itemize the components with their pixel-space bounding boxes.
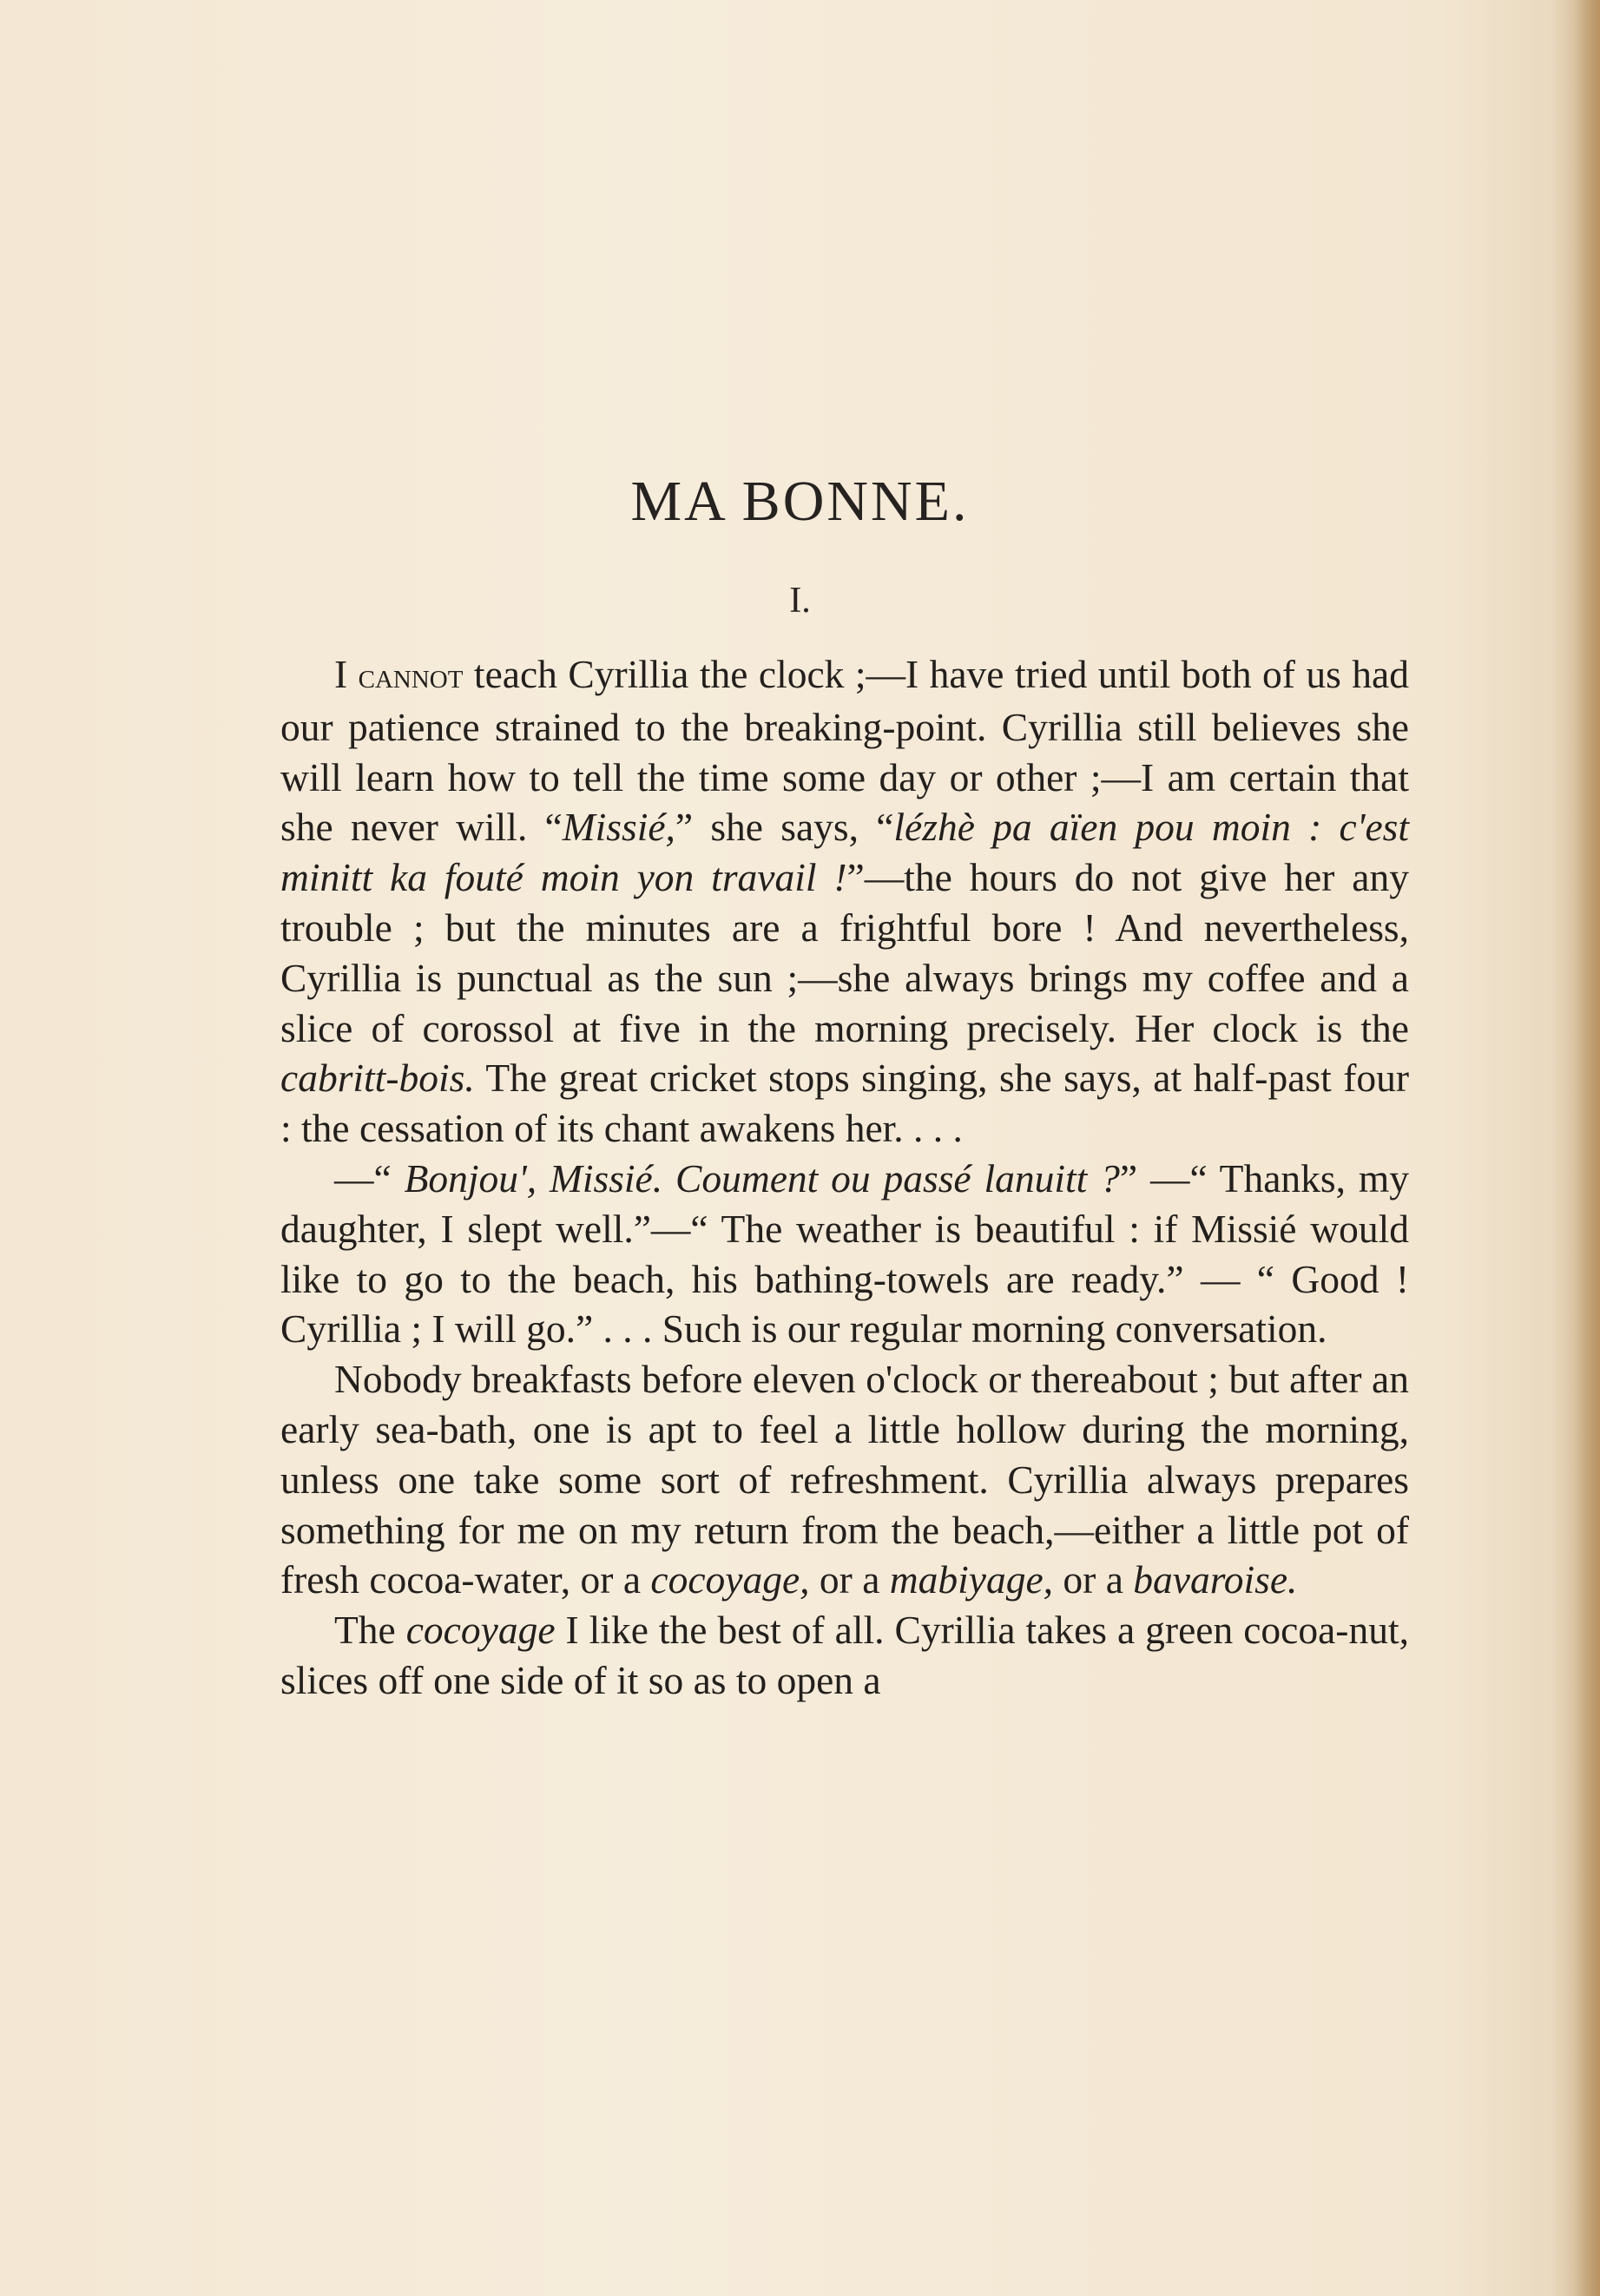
- text-run: ” —“ Thanks, my daughter, I slept well.”—“ The weather is beautiful : if Missié would like to go to the beach, his bathing-towels are ready.” — “ Good ! Cyrillia ; I will go.” . . . Such is our regular morning conversation.: [280, 1155, 1409, 1352]
- text-run: ”—the hours do not give her any trouble ; but the minutes are a frightful bore ! And nevertheless, Cyrillia is punctual as the sun ;—she always brings my coffee and a slice of corossol at five in the morning precisely. Her clock is the: [280, 855, 1409, 1050]
- text-run: ” she says, “: [675, 805, 894, 850]
- body-text: [280, 649, 1409, 1706]
- italic-phrase: mabiyage,: [889, 1557, 1054, 1602]
- chapter-title: MA BONNE.: [630, 470, 970, 533]
- italic-phrase: lézhè pa aïen pou moin : c'est minitt ka fouté moin yon travail !: [280, 805, 1410, 900]
- text-run: The great cricket stops singing, she says, at half-past four : the cessation of its chant awakens her. . . .: [280, 1056, 1409, 1151]
- page-edge-shadow: [1574, 0, 1600, 2296]
- italic-phrase: cocoyage: [405, 1608, 556, 1653]
- small-caps-word: cannot: [358, 656, 464, 696]
- text-run: —“: [334, 1155, 405, 1201]
- text-run: The: [334, 1608, 406, 1653]
- italic-phrase: Bonjou', Missié. Coument ou passé lanuitt ?: [404, 1155, 1120, 1201]
- text-run: or a: [1053, 1557, 1134, 1602]
- paragraph-2: [280, 1154, 1409, 1354]
- text-run: or a: [809, 1557, 890, 1602]
- text-run: I: [334, 652, 359, 696]
- section-number: I.: [789, 581, 811, 621]
- text-run: teach Cyrillia the clock ;—I have tried until both of us had our patience strained to the breaking-point. Cyrillia still believes she will learn how to tell the time some day or other ;—I am certain that she never will. “: [280, 652, 1410, 850]
- text-run: Nobody breakfasts before eleven o'clock or thereabout ; but after an early sea-bath, one is apt to feel a little hollow during the morning, unless one take some sort of refreshment. Cyrillia always prepares something for me on my return from the beach,—either a little pot of fresh cocoa-water, or a: [280, 1357, 1409, 1602]
- paragraph-3: [280, 1354, 1409, 1605]
- italic-phrase: bavaroise.: [1133, 1557, 1298, 1602]
- paragraph-1: [280, 649, 1409, 1154]
- italic-phrase: cabritt-bois.: [280, 1056, 475, 1101]
- paragraph-4: [280, 1605, 1409, 1706]
- italic-phrase: cocoyage,: [650, 1557, 810, 1602]
- italic-phrase: Missié,: [562, 805, 675, 850]
- text-run: I like the best of all. Cyrillia takes a green cocoa-nut, slices off one side of it so as to open a: [280, 1608, 1409, 1702]
